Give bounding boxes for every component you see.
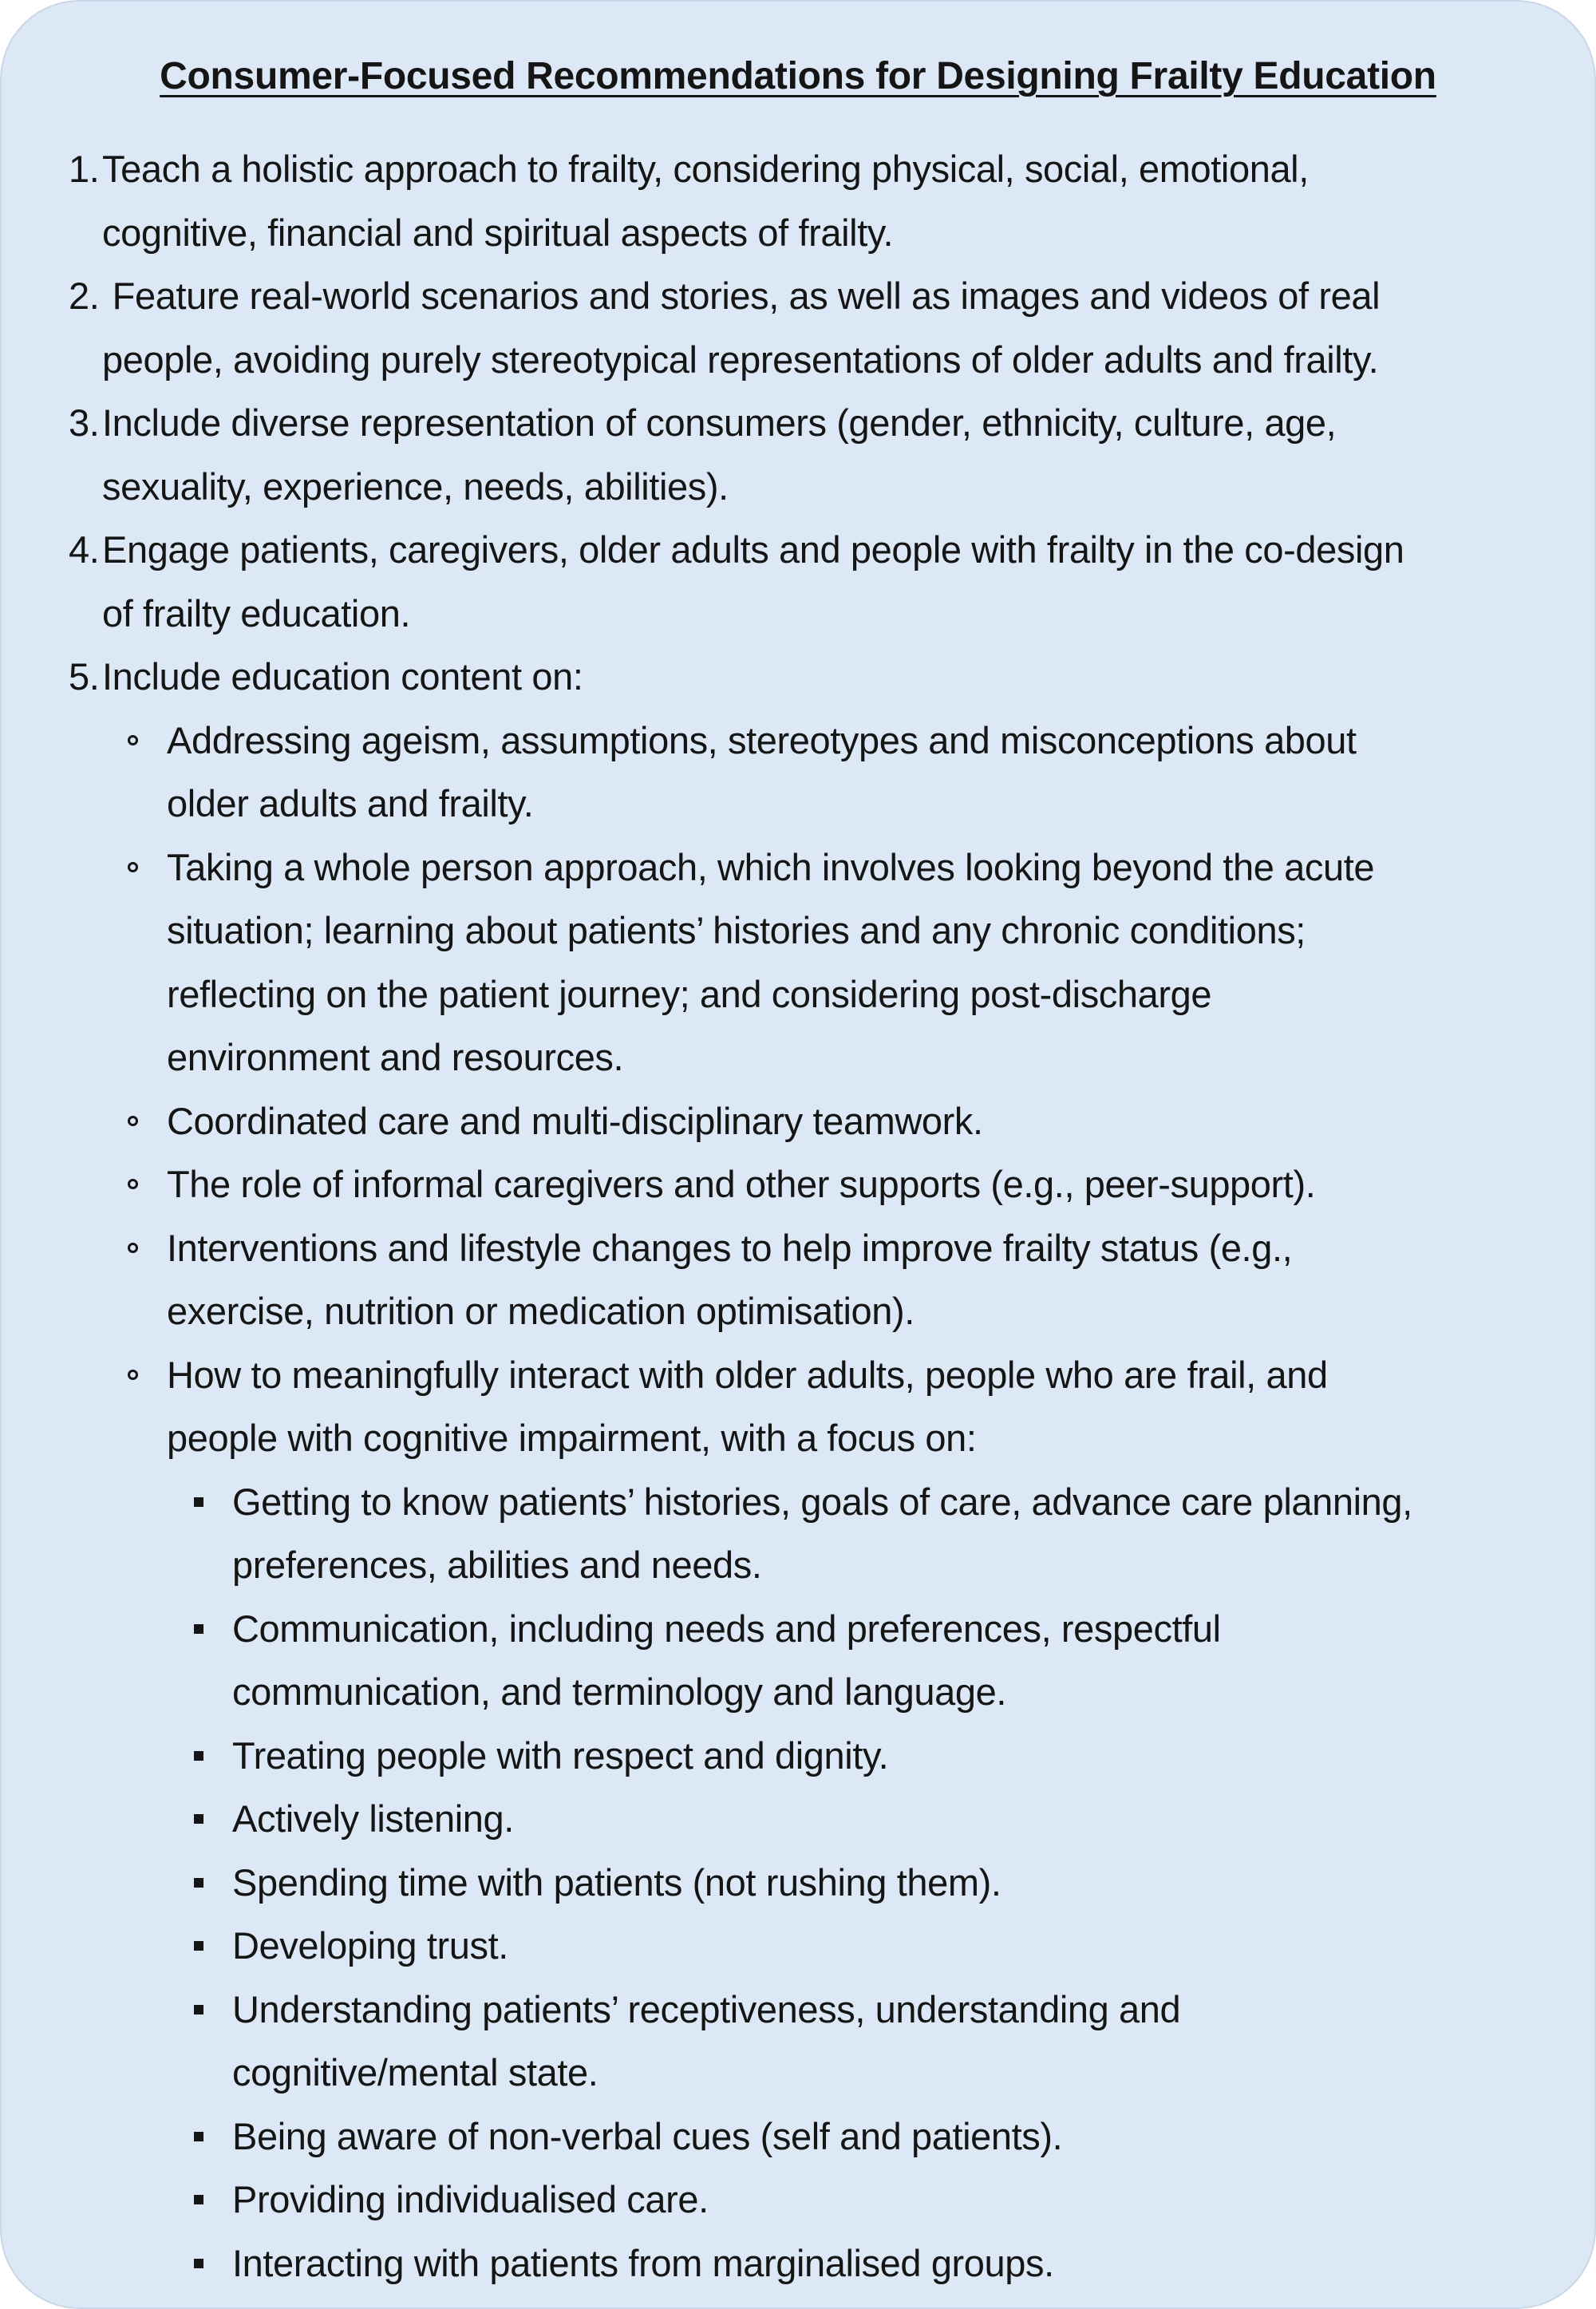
item-text: people, avoiding purely stereotypical representations of older adults and frailty. — [102, 338, 1379, 381]
item-number: 2. — [69, 275, 100, 317]
sub-item-text: reflecting on the patient journey; and considering post-discharge — [167, 972, 1212, 1015]
list-item-3 — [2, 391, 1596, 455]
sub-list-item — [2, 1153, 1596, 1216]
item-text: of frailty education. — [102, 591, 411, 635]
sub-sub-item-text: cognitive/mental state. — [232, 2051, 598, 2094]
sub-sub-item-text: Interacting with patients from marginalised groups. — [232, 2241, 1054, 2284]
sub-sub-item-text: Actively listening. — [232, 1797, 514, 1840]
item-number: 3. — [69, 401, 100, 444]
sub-sub-list-item — [2, 2168, 1596, 2232]
circle-bullet-icon — [128, 735, 138, 745]
item-number: 1. — [69, 148, 100, 190]
item-text: Include diverse representation of consumers (gender, ethnicity, culture, age, — [102, 401, 1337, 444]
sub-sub-item-text: Treating people with respect and dignity. — [232, 1734, 889, 1777]
square-bullet-icon — [194, 1814, 203, 1824]
sub-list-item — [2, 1216, 1596, 1280]
circle-bullet-icon — [128, 1370, 138, 1380]
sub-item-text: situation; learning about patients’ histories and any chronic conditions; — [167, 909, 1306, 951]
square-bullet-icon — [194, 1941, 203, 1951]
sub-sub-list-item — [2, 1470, 1596, 1534]
sub-list-item — [2, 1089, 1596, 1153]
sub-sub-item-text: communication, and terminology and language. — [232, 1670, 1007, 1713]
sub-sub-list-item — [2, 1597, 1596, 1661]
sub-sub-item-text: preferences, abilities and needs. — [232, 1544, 762, 1586]
square-bullet-icon — [194, 2132, 203, 2141]
square-bullet-icon — [194, 1878, 203, 1888]
sub-item-text: older adults and frailty. — [167, 782, 534, 824]
sub-item-text: Interventions and lifestyle changes to help improve frailty status (e.g., — [167, 1226, 1293, 1269]
square-bullet-icon — [194, 2259, 203, 2268]
circle-bullet-icon — [128, 1243, 138, 1253]
sub-sub-item-text: Communication, including needs and preferences, respectful — [232, 1607, 1221, 1650]
square-bullet-icon — [194, 1497, 203, 1507]
sub-item-text: How to meaningfully interact with older adults, people who are frail, and — [167, 1353, 1328, 1396]
sub-sub-list-item — [2, 1724, 1596, 1788]
circle-bullet-icon — [128, 862, 138, 872]
list-item-5 — [2, 645, 1596, 709]
sub-item-text: environment and resources. — [167, 1036, 624, 1078]
sub-item-text: Taking a whole person approach, which involves looking beyond the acute — [167, 845, 1375, 888]
list-item-4 — [2, 518, 1596, 582]
sub-list-item — [2, 709, 1596, 773]
sub-item-text: The role of informal caregivers and other supports (e.g., peer-support). — [167, 1163, 1316, 1205]
sub-item-text: Coordinated care and multi-disciplinary teamwork. — [167, 1099, 983, 1142]
sub-sub-list-item — [2, 2105, 1596, 2169]
sub-sub-list-item — [2, 1914, 1596, 1978]
list-item-1 — [2, 137, 1596, 201]
item-text: Engage patients, caregivers, older adults and people with frailty in the co-design — [102, 528, 1404, 571]
page-title: Consumer-Focused Recommendations for Designing Frailty Education — [160, 55, 1436, 97]
sub-list-item — [2, 836, 1596, 899]
sub-item-text: exercise, nutrition or medication optimisation). — [167, 1290, 915, 1332]
sub-sub-list-item — [2, 2232, 1596, 2295]
item-text: Teach a holistic approach to frailty, considering physical, social, emotional, — [102, 148, 1309, 190]
item-number: 4. — [69, 528, 100, 571]
sub-sub-item-text: Being aware of non-verbal cues (self and patients). — [232, 2114, 1063, 2157]
sub-sub-item-text: Understanding patients’ receptiveness, understanding and — [232, 1987, 1181, 2030]
circle-bullet-icon — [128, 1179, 138, 1189]
sub-item-text: Addressing ageism, assumptions, stereotypes and misconceptions about — [167, 718, 1357, 761]
sub-item-text: people with cognitive impairment, with a focus on: — [167, 1417, 977, 1459]
recommendations-list — [2, 137, 1596, 2295]
item-text: sexuality, experience, needs, abilities). — [102, 465, 729, 508]
sub-sub-item-text: Providing individualised care. — [232, 2178, 709, 2220]
item-number: 5. — [69, 655, 100, 698]
sub-sub-list-item — [2, 1851, 1596, 1915]
circle-bullet-icon — [128, 1116, 138, 1126]
item-text: Include education content on: — [102, 655, 583, 698]
item-text: cognitive, financial and spiritual aspects of frailty. — [102, 211, 894, 254]
sub-sub-item-text: Getting to know patients’ histories, goals of care, advance care planning, — [232, 1480, 1412, 1523]
square-bullet-icon — [194, 2005, 203, 2014]
sub-sub-item-text: Developing trust. — [232, 1924, 508, 1967]
square-bullet-icon — [194, 1751, 203, 1761]
list-item-2 — [2, 264, 1596, 328]
sub-sub-list-item — [2, 1787, 1596, 1851]
square-bullet-icon — [194, 1624, 203, 1634]
sub-list-item — [2, 1343, 1596, 1407]
square-bullet-icon — [194, 2195, 203, 2204]
sub-sub-list-item — [2, 1978, 1596, 2042]
sub-sub-item-text: Spending time with patients (not rushing them). — [232, 1860, 1001, 1904]
item-text: Feature real-world scenarios and stories, as well as images and videos of real — [102, 275, 1381, 317]
